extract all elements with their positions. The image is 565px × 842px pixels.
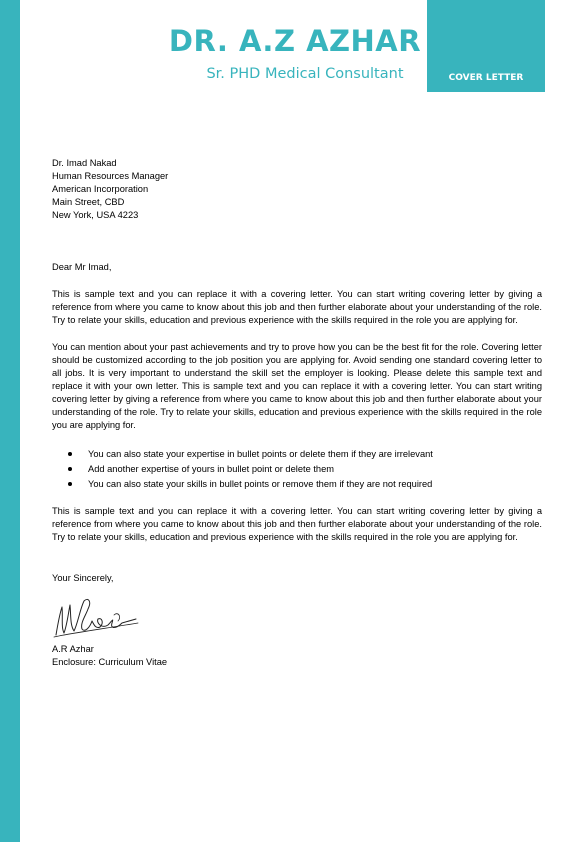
cover-letter-tab-label: COVER LETTER: [448, 73, 524, 83]
cover-letter-tab: [427, 0, 545, 92]
header-name: DR. A.Z AZHAR: [168, 24, 422, 58]
enclosure-note: Enclosure: Curriculum Vitae: [52, 657, 168, 667]
letter-body: [52, 157, 542, 669]
list-item: [52, 463, 542, 476]
bullet-dot-icon: [68, 452, 72, 456]
recipient-company: American Incorporation: [52, 184, 149, 194]
paragraph-3: This is sample text and you can replace it with a covering letter. You can start writing covering letter by giving a reference from where you came to know about this job and then further elaborate about your understanding of the role. Try to relate your skills, education and previous experience with the skills required in the role you are applying for.: [52, 506, 542, 542]
bullet-text: You can also state your skills in bullet points or remove them if they are not required: [88, 479, 433, 489]
recipient-city: New York, USA 4223: [52, 210, 139, 220]
salutation: Dear Mr Imad,: [52, 262, 112, 272]
list-item: [52, 478, 542, 491]
bullet-dot-icon: [68, 467, 72, 471]
bullet-text: Add another expertise of yours in bullet point or delete them: [88, 464, 334, 474]
bullet-text: You can also state your expertise in bullet points or delete them if they are irrelevant: [88, 449, 433, 459]
signature-image: [52, 593, 142, 641]
expertise-list: [52, 448, 542, 491]
recipient-street: Main Street, CBD: [52, 197, 125, 207]
header-subtitle: Sr. PHD Medical Consultant: [206, 66, 404, 82]
recipient-address: [52, 157, 542, 222]
signer-name: A.R Azhar: [52, 644, 94, 654]
list-item: [52, 448, 542, 461]
left-accent-bar: [0, 0, 20, 842]
closing: Your Sincerely,: [52, 573, 114, 583]
bullet-dot-icon: [68, 482, 72, 486]
paragraph-1: This is sample text and you can replace it with a covering letter. You can start writing covering letter by giving a reference from where you came to know about this job and then further elaborate about your understanding of the role. Try to relate your skills, education and previous experience with the skills required in the role you are applying for.: [52, 289, 542, 325]
recipient-name: Dr. Imad Nakad: [52, 158, 117, 168]
recipient-title: Human Resources Manager: [52, 171, 169, 181]
paragraph-2: You can mention about your past achievements and try to prove how you can be the best fit for the role. Covering letter should be customized according to the job position you are applying for. Avoid sending one standard covering letter to all jobs. It is very important to understand the skill set the employer is looking. Please delete this sample text and replace it with your own letter. This is sample text and you can replace it with a covering letter. You can start writing covering letter by giving a reference from where you came to know about this job and then further elaborate about your understanding of the role. Try to relate your skills, education and previous experience with the skills required in the role you are applying for.: [52, 342, 542, 430]
